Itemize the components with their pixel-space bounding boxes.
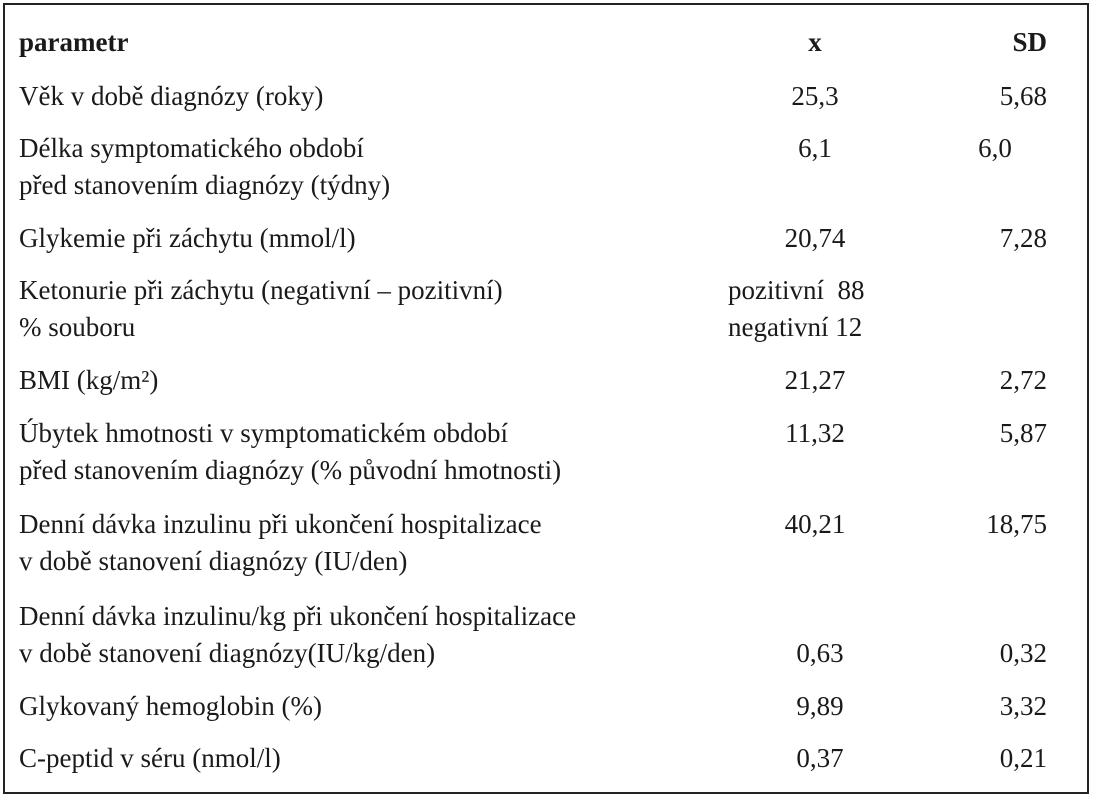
row-duration-sd: 6,0: [978, 133, 1012, 163]
row-duration-x: 6,1: [798, 133, 832, 163]
row-age-sd: 5,68: [999, 81, 1047, 111]
table-frame: [3, 3, 1089, 794]
row-insulin-dose-param-line2: v době stanovení diagnózy (IU/den): [19, 546, 408, 576]
row-c-peptide-param: C-peptid v séru (nmol/l): [19, 743, 281, 773]
row-ketonuria-negative: negativní 12: [728, 312, 863, 342]
row-insulin-per-kg-param-line1: Denní dávka inzulinu/kg při ukončení hospitalizace: [19, 601, 577, 631]
row-bmi-param: BMI (kg/m²): [19, 365, 159, 395]
row-hba1c-sd: 3,32: [999, 691, 1047, 721]
row-ketonuria-param-line2: % souboru: [19, 312, 136, 342]
row-insulin-dose-x: 40,21: [784, 509, 846, 539]
row-duration-param-line1: Délka symptomatického období: [19, 133, 364, 163]
row-insulin-per-kg-param-line2: v době stanovení diagnózy(IU/kg/den): [19, 638, 436, 668]
header-parameter: parametr: [19, 27, 129, 57]
row-age-x: 25,3: [791, 81, 839, 111]
header-sd: SD: [1012, 27, 1047, 57]
row-weight-loss-sd: 5,87: [999, 418, 1047, 448]
row-ketonuria-positive: pozitivní 88: [728, 275, 865, 305]
row-insulin-dose-param-line1: Denní dávka inzulinu při ukončení hospitalizace: [19, 509, 542, 539]
row-age-param: Věk v době diagnózy (roky): [19, 81, 324, 111]
row-glycemia-x: 20,74: [784, 223, 846, 253]
row-duration-param-line2: před stanovením diagnózy (týdny): [19, 170, 391, 200]
row-insulin-dose-sd: 18,75: [986, 509, 1047, 539]
row-glycemia-sd: 7,28: [999, 223, 1047, 253]
row-c-peptide-sd: 0,21: [999, 743, 1047, 773]
row-weight-loss-param-line1: Úbytek hmotnosti v symptomatickém období: [19, 418, 508, 448]
row-hba1c-param: Glykovaný hemoglobin (%): [19, 691, 322, 721]
row-c-peptide-x: 0,37: [796, 743, 844, 773]
row-insulin-per-kg-x: 0,63: [796, 638, 844, 668]
row-glycemia-param: Glykemie při záchytu (mmol/l): [19, 223, 356, 253]
header-x: x: [808, 27, 822, 57]
row-weight-loss-x: 11,32: [785, 418, 845, 448]
row-weight-loss-param-line2: před stanovením diagnózy (% původní hmotnosti): [19, 455, 562, 485]
row-insulin-per-kg-sd: 0,32: [999, 638, 1047, 668]
row-bmi-x: 21,27: [784, 365, 846, 395]
row-bmi-sd: 2,72: [999, 365, 1047, 395]
row-ketonuria-param-line1: Ketonurie při záchytu (negativní – pozitivní): [19, 275, 503, 305]
row-hba1c-x: 9,89: [796, 691, 844, 721]
